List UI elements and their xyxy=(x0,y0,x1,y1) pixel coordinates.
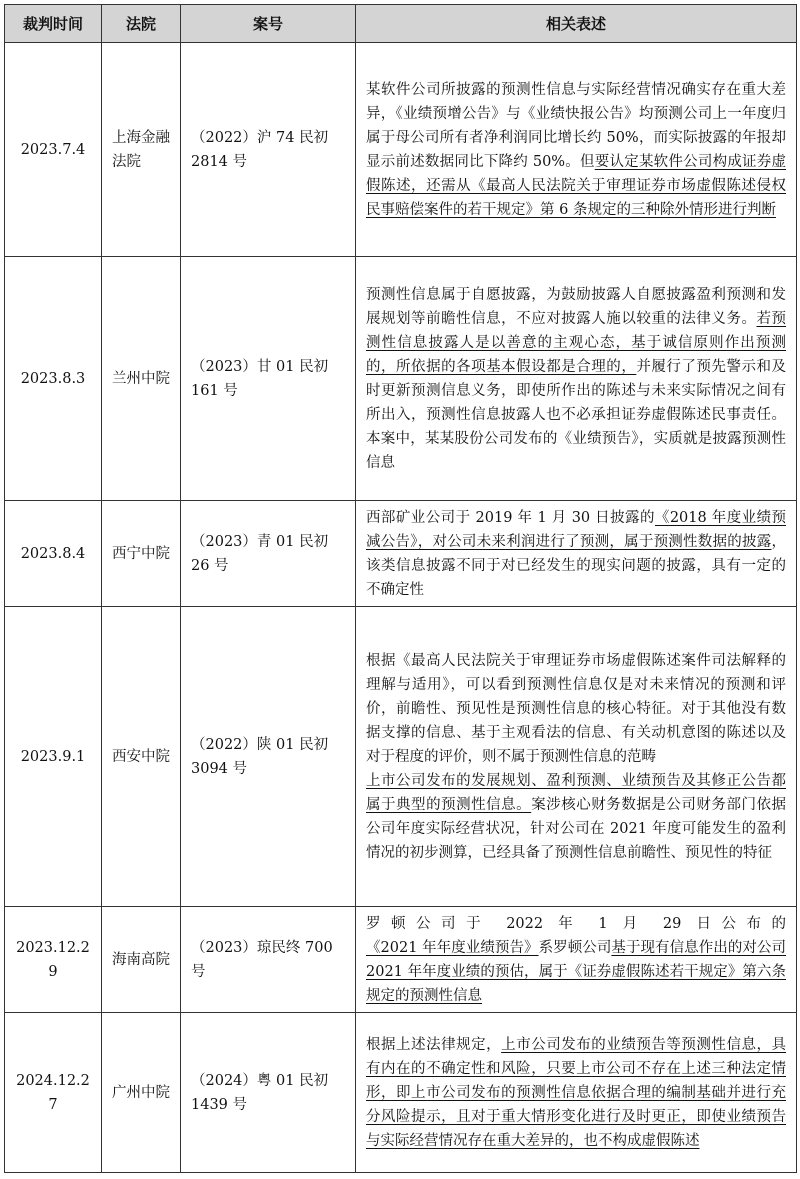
judgment-date: 2023.8.3 xyxy=(5,257,102,501)
judgment-date: 2023.12.29 xyxy=(5,907,102,1013)
header-desc: 相关表述 xyxy=(356,5,797,43)
related-statement xyxy=(356,257,797,501)
court-name: 兰州中院 xyxy=(102,257,181,501)
related-statement xyxy=(356,1013,797,1173)
court-name: 西宁中院 xyxy=(102,501,181,607)
underlined-statement-text: 《2018 年度业绩预减公告》，对公司未来利润进行了预测，属于预测性数据的披露 xyxy=(366,509,786,550)
related-statement xyxy=(356,43,797,257)
statement-text: 系罗顿公司 xyxy=(538,939,612,956)
case-number: （2023）琼民终 700 号 xyxy=(181,907,356,1013)
judgment-date: 2023.9.1 xyxy=(5,607,102,907)
table-row xyxy=(5,501,797,607)
judgment-table xyxy=(4,4,797,1173)
underlined-statement-text: 上市公司发布的发展规划、盈利预测、业绩预告及其修正公告都属于典型的预测性信息。 xyxy=(366,772,786,813)
court-name: 西安中院 xyxy=(102,607,181,907)
underlined-statement-text: 《2021 年年度业绩预告》 xyxy=(366,939,539,956)
judgment-date: 2024.12.27 xyxy=(5,1013,102,1173)
statement-text: ，该类信息披露不同于对已经发生的现实问题的披露，具有一定的不确定性 xyxy=(366,533,786,598)
statement-text: 根据上述法律规定， xyxy=(366,1036,502,1053)
header-court: 法院 xyxy=(102,5,181,43)
table-row xyxy=(5,907,797,1013)
case-number: （2023）青 01 民初 26 号 xyxy=(181,501,356,607)
statement-text: 案涉核心财务数据是公司财务部门依据公司年度实际经营状况，针对公司在 2021 年度可能发生的盈利情况的初步测算，已经具备了预测性信息前瞻性、预见性的特征 xyxy=(366,796,786,861)
statement-text: 某软件公司所披露的预测性信息与实际经营情况确实存在重大差异，《业绩预增公告》与《业绩快报公告》均预测公司上一年度归属于母公司所有者净利润同比增长约 50%，而实际披露的年报却显示前述数据同比下降约 50%。但 xyxy=(366,81,786,170)
table-row xyxy=(5,1013,797,1173)
table-row xyxy=(5,43,797,257)
court-name: 广州中院 xyxy=(102,1013,181,1173)
statement-text: 根据《最高人民法院关于审理证券市场虚假陈述案件司法解释的理解与适用》，可以看到预测性信息仅是对未来情况的预测和评价，前瞻性、预见性是预测性信息的核心特征。对于其他没有数据支撑的信息、基于主观看法的信息、有关动机意图的陈述以及对于程度的评价，则不属于预测性信息的范畴 xyxy=(366,652,786,765)
table-row xyxy=(5,257,797,501)
case-number: （2022）陕 01 民初 3094 号 xyxy=(181,607,356,907)
statement-text: 预测性信息属于自愿披露，为鼓励披露人自愿披露盈利预测和发展规划等前瞻性信息，不应对披露人施以较重的法律义务。 xyxy=(366,286,786,327)
header-row xyxy=(5,5,797,43)
court-name: 上海金融法院 xyxy=(102,43,181,257)
court-name: 海南高院 xyxy=(102,907,181,1013)
case-number: （2023）甘 01 民初 161 号 xyxy=(181,257,356,501)
related-statement xyxy=(356,907,797,1013)
related-statement xyxy=(356,607,797,907)
header-date: 裁判时间 xyxy=(5,5,102,43)
case-number: （2024）粤 01 民初 1439 号 xyxy=(181,1013,356,1173)
judgment-date: 2023.8.4 xyxy=(5,501,102,607)
related-statement xyxy=(356,501,797,607)
statement-text: 罗顿公司于 2022 年 1 月 29 日公布的 xyxy=(366,915,786,932)
statement-text: 并履行了预先警示和及时更新预测信息义务，即使所作出的陈述与未来实际情况之间有所出入，预测性信息披露人也不必承担证券虚假陈述民事责任。本案中，某某股份公司发布的《业绩预告》，实质就是披露预测性信息 xyxy=(366,358,787,471)
underlined-statement-text: 要认定某软件公司构成证券虚假陈述，还需从《最高人民法院关于审理证券市场虚假陈述侵权民事赔偿案件的若干规定》第 6 条规定的三种除外情形进行判断 xyxy=(366,153,787,218)
judgment-date: 2023.7.4 xyxy=(5,43,102,257)
underlined-statement-text: 上市公司发布的业绩预告等预测性信息，具有内在的不确定性和风险，只要上市公司不存在上述三种法定情形，即上市公司发布的预测性信息依据合理的编制基础并进行充分风险提示，且对于重大情形变化进行及时更正，即使业绩预告与实际经营情况存在重大差异的，也不构成虚假陈述 xyxy=(366,1036,787,1149)
underlined-statement-text: 基于现有信息作出的对公司 2021 年年度业绩的预估，属于《证券虚假陈述若干规定》第六条规定的预测性信息 xyxy=(366,939,787,1004)
case-number: （2022）沪 74 民初 2814 号 xyxy=(181,43,356,257)
header-case-no: 案号 xyxy=(181,5,356,43)
statement-text: 西部矿业公司于 2019 年 1 月 30 日披露的 xyxy=(366,509,655,526)
underlined-statement-text: 若预测性信息披露人是以善意的主观心态，基于诚信原则作出预测的，所依据的各项基本假设都是合理的， xyxy=(366,310,787,375)
table-row xyxy=(5,607,797,907)
